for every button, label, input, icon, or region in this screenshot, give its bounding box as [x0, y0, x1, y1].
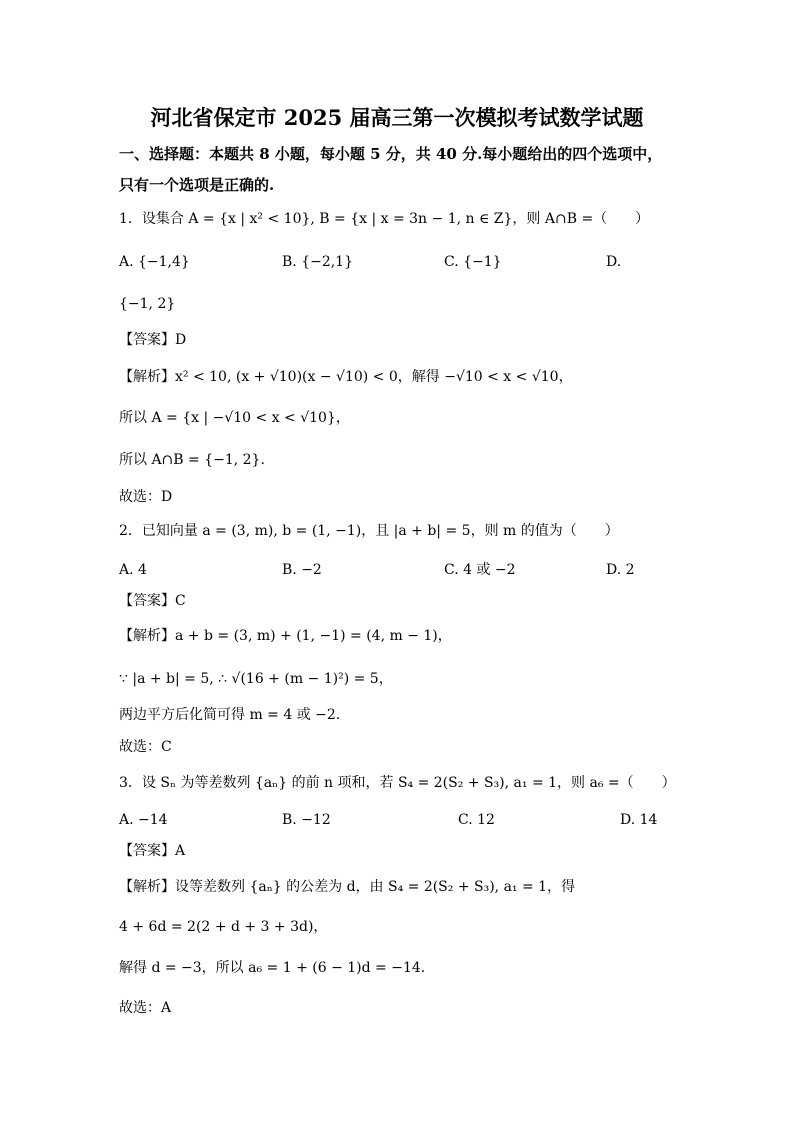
q1-analysis-line: 【解析】x² < 10, (x + √10)(x − √10) < 0，解得 −√10 < x < √10，: [119, 369, 573, 385]
q2-analysis-line: ∵ |a + b| = 5, ∴ √(16 + (m − 1)²) = 5，: [119, 671, 393, 687]
q1-option-a: A. {−1,4}: [119, 254, 190, 270]
q3-analysis-line: 4 + 6d = 2(2 + d + 3 + 3d)，: [119, 919, 328, 935]
section-heading-line-1: 一、选择题：本题共 8 小题，每小题 5 分，共 40 分.每小题给出的四个选项中，: [119, 145, 663, 163]
q1-option-d-value: {−1, 2}: [119, 296, 176, 312]
q3-option-d: D. 14: [620, 812, 658, 828]
q1-stem: 1．设集合 A = {x | x² < 10}, B = {x | x = 3n − 1, n ∈ Z}，则 A∩B =（ ）: [119, 211, 650, 227]
q1-analysis-line: 故选：D: [119, 489, 173, 505]
q1-answer: 【答案】D: [119, 332, 187, 348]
page-title: 河北省保定市 2025 届高三第一次模拟考试数学试题: [150, 105, 644, 130]
q1-analysis-line: 所以 A = {x | −√10 < x < √10}，: [119, 410, 350, 426]
q2-stem: 2．已知向量 a = (3, m), b = (1, −1)，且 |a + b| = 5，则 m 的值为（ ）: [119, 523, 619, 539]
q3-option-b: B. −12: [282, 812, 331, 828]
q3-analysis-line: 故选：A: [119, 1000, 172, 1016]
q3-analysis-line: 【解析】设等差数列 {aₙ} 的公差为 d，由 S₄ = 2(S₂ + S₃), a₁ = 1，得: [119, 879, 576, 895]
q2-answer: 【答案】C: [119, 593, 186, 609]
q2-analysis-line: 【解析】a + b = (3, m) + (1, −1) = (4, m − 1)，: [119, 628, 452, 644]
q3-stem: 3．设 Sₙ 为等差数列 {aₙ} 的前 n 项和，若 S₄ = 2(S₂ + S₃), a₁ = 1，则 a₆ =（ ）: [119, 775, 676, 791]
q3-option-a: A. −14: [119, 812, 168, 828]
q2-option-d: D. 2: [606, 562, 635, 578]
q2-analysis-line: 两边平方后化简可得 m = 4 或 −2.: [119, 707, 341, 723]
q2-option-b: B. −2: [282, 562, 322, 578]
q3-analysis-line: 解得 d = −3，所以 a₆ = 1 + (6 − 1)d = −14.: [119, 960, 426, 976]
q3-option-c: C. 12: [458, 812, 495, 828]
q1-option-b: B. {−2,1}: [282, 254, 353, 270]
section-heading-line-2: 只有一个选项是正确的.: [119, 176, 275, 194]
q1-option-d: D.: [606, 254, 622, 270]
q2-option-a: A. 4: [119, 562, 147, 578]
q2-option-c: C. 4 或 −2: [444, 562, 516, 578]
q2-analysis-line: 故选：C: [119, 739, 172, 755]
q1-analysis-line: 所以 A∩B = {−1, 2}.: [119, 452, 265, 468]
q3-answer: 【答案】A: [119, 843, 186, 859]
q1-option-c: C. {−1}: [444, 254, 502, 270]
